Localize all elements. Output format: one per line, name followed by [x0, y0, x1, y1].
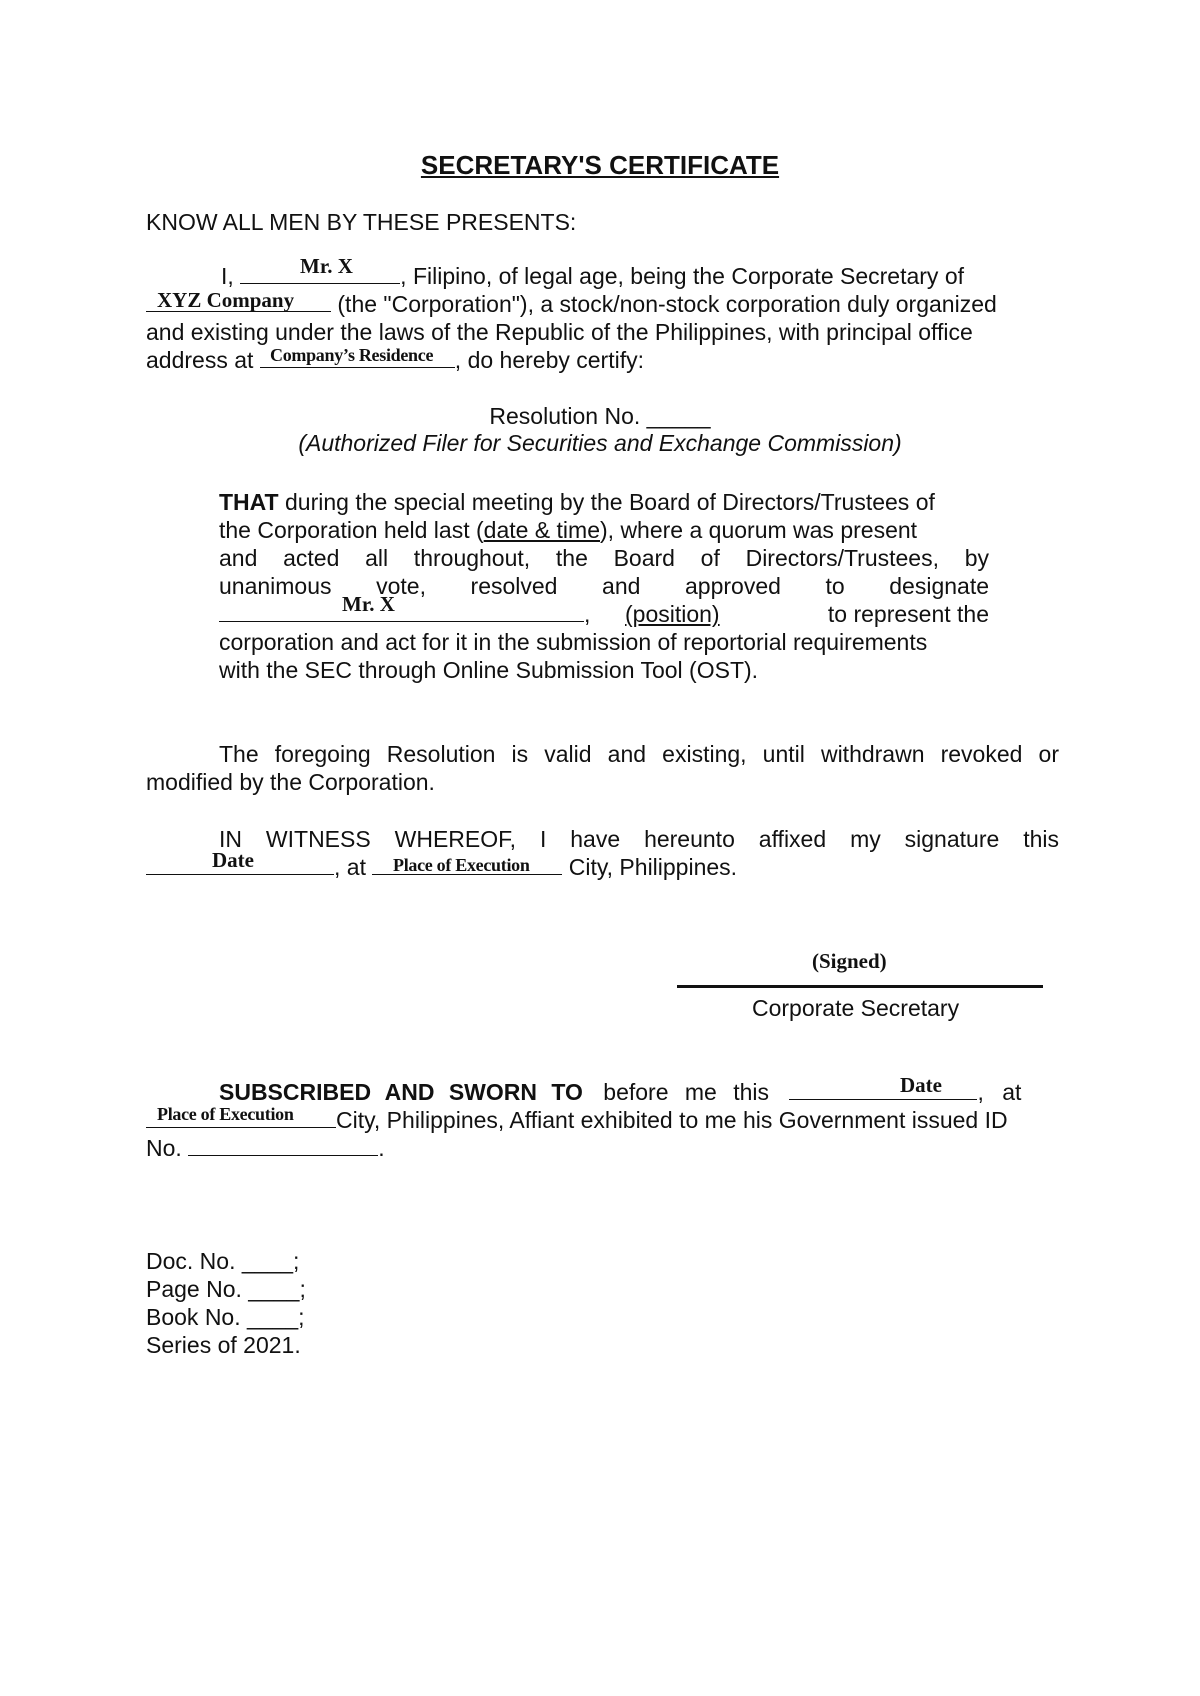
para1-l4-suffix: , do hereby certify:: [454, 347, 644, 373]
that-l2-prefix: the Corporation held last (: [219, 517, 484, 543]
that-line7: with the SEC through Online Submission Tool (OST).: [219, 657, 759, 683]
that-line5: , (position) to represent the: [219, 600, 989, 628]
designee-fill: Mr. X: [342, 592, 395, 616]
page-number: Page No. ____;: [146, 1276, 306, 1302]
foregoing-line1: The foregoing Resolution is valid and existing, until withdrawn revoked or: [219, 741, 1059, 767]
that-lead: THAT: [219, 489, 279, 515]
that-l2-suffix: ), where a quorum was present: [600, 517, 918, 543]
jurat-l2-suffix: City, Philippines, Affiant exhibited to me his Government issued ID: [336, 1107, 1008, 1133]
foregoing-line2: modified by the Corporation.: [146, 769, 435, 795]
that-line3: and acted all throughout, the Board of Directors/Trustees, by: [219, 545, 989, 571]
book-number: Book No. ____;: [146, 1304, 305, 1330]
jurat-l3-suffix: .: [378, 1135, 385, 1161]
para1-l2-suffix: (the "Corporation"), a stock/non-stock corporation duly organized: [337, 291, 997, 317]
company-fill: XYZ Company: [157, 288, 295, 312]
date-time-placeholder: date & time: [483, 517, 600, 543]
para1-l4-prefix: address at: [146, 347, 254, 373]
that-l5-suffix: to represent the: [827, 601, 989, 627]
resolution-number: Resolution No. _____: [489, 403, 711, 429]
witness-date-fill: Date: [212, 848, 254, 872]
para1-l1-suffix: , Filipino, of legal age, being the Corporate Secretary of: [400, 263, 964, 289]
jurat-date-blank: [789, 1079, 977, 1100]
jurat-l3-prefix: No.: [146, 1135, 182, 1161]
that-line4: unanimous vote, resolved and approved to designate: [219, 573, 989, 599]
jurat-l1-end: , at: [977, 1079, 1022, 1105]
witness-l2-mid: , at: [334, 854, 366, 880]
opening-phrase: KNOW ALL MEN BY THESE PRESENTS:: [146, 209, 577, 235]
signature-caption: Corporate Secretary: [752, 995, 960, 1021]
jurat-place-fill: Place of Execution: [157, 1104, 294, 1124]
witness-line1: IN WITNESS WHEREOF, I have hereunto affixed my signature this: [219, 826, 1059, 852]
jurat-l1-rest: before me this: [603, 1079, 770, 1105]
that-line1: [219, 488, 935, 516]
para1-l1-prefix: I,: [221, 263, 234, 289]
witness-place-fill: Place of Execution: [393, 855, 530, 875]
secretary-name-fill: Mr. X: [300, 254, 353, 278]
witness-l2-suffix: City, Philippines.: [568, 854, 738, 880]
para1-line3: and existing under the laws of the Republic of the Philippines, with principal office: [146, 319, 973, 345]
residence-fill: Company’s Residence: [270, 345, 434, 365]
designee-blank: [219, 601, 584, 622]
series-year: Series of 2021.: [146, 1332, 301, 1358]
jurat-line3: [146, 1134, 385, 1162]
jurat-lead: SUBSCRIBED AND SWORN TO: [219, 1079, 583, 1105]
document-title: SECRETARY'S CERTIFICATE: [420, 150, 780, 180]
resolution-subtitle: (Authorized Filer for Securities and Exchange Commission): [298, 430, 902, 456]
doc-number: Doc. No. ____;: [146, 1248, 300, 1274]
signature-line: [677, 985, 1043, 988]
that-line6: corporation and act for it in the submission of reportorial requirements: [219, 629, 928, 655]
signature-fill: (Signed): [812, 949, 887, 973]
id-number-blank: [188, 1135, 378, 1156]
position-placeholder: (position): [625, 601, 720, 627]
jurat-date-fill: Date: [900, 1073, 942, 1097]
that-l1-rest: during the special meeting by the Board of Directors/Trustees of: [285, 489, 935, 515]
that-line2: [219, 516, 917, 544]
